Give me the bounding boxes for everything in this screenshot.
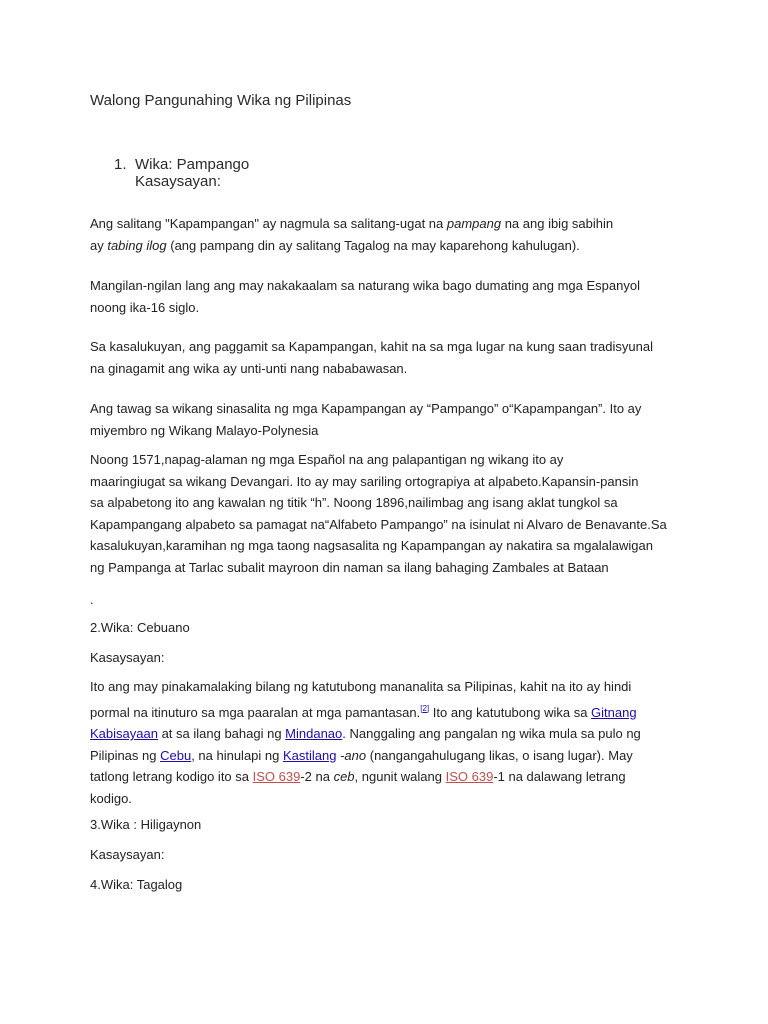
paragraph-current-usage [90,336,690,379]
wika-label: Wika: Pampango [135,156,250,173]
iso-639-2-link[interactable]: ISO 639 [252,769,301,785]
iso-639-1-link[interactable]: ISO 639 [445,769,494,785]
heading-hiligaynon: 3.Wika : Hiligaynon [90,817,202,832]
italic-term: pampang [446,216,502,231]
text-line: kodigo. [90,790,132,806]
text-line: Noong 1571,napag-alaman ng mga Español na ang palapantigan ng wikang ito ay [90,452,564,467]
paragraph-cebuano [90,676,690,810]
text-line: Ang tawag sa wikang sinasalita ng mga Kapampangan ay “Pampango” o“Kapampangan”. Ito ay [90,401,642,416]
text-run: Ito ang katutubong wika sa [429,704,592,720]
text-run: ay [90,237,108,253]
kastilang-link[interactable]: Kastilang [282,747,337,763]
italic-term: ceb [333,769,355,785]
text-line: maaringiugat sa wikang Devangari. Ito ay may sariling ortograpiya at alpabeto.Kapansin-pansin [90,473,639,489]
text-line: ng Pampanga at Tarlac subalit mayroon din naman sa ilang bahaging Zambales at Bataan [90,559,609,575]
paragraph-language-name [90,398,690,441]
separator-dot: . [90,592,94,607]
text-run: pormal na itinuturo sa mga paaralan at mga pamantasan. [90,704,421,720]
text-run: , ngunit walang [354,769,446,785]
document-title: Walong Pangunahing Wika ng Pilipinas [90,92,352,109]
text-line: Kapampangang alpabeto sa pamagat na“Alfabeto Pampango” na isinulat ni Alvaro de Benavante.Sa [90,516,667,532]
text-line: na ginagamit ang wika ay unti-unti nang nababawasan. [90,360,408,376]
paragraph-kapampangan-origin [90,213,690,256]
text-run: , na hinulapi ng [191,747,283,763]
heading-cebuano: 2.Wika: Cebuano [90,620,190,635]
footnote-ref-link[interactable]: [2] [420,703,430,713]
text-run: . Nanggaling ang pangalan ng wika mula sa pulo ng [342,726,641,742]
italic-term: tabing ilog [107,237,167,253]
text-run: (nangangahulugang likas, o isang lugar). May [366,747,633,763]
kasaysayan-label-cebuano: Kasaysayan: [90,650,165,665]
text-line: noong ika-16 siglo. [90,299,200,315]
kabisayaan-link[interactable]: Kabisayaan [90,726,158,742]
paragraph-alphabet [90,449,690,579]
text-run: (ang pampang din ay salitang Tagalog na may kaparehong kahulugan). [166,237,580,253]
kasaysayan-label: Kasaysayan: [135,173,221,190]
text-run: -1 na dalawang letrang [493,769,626,785]
list-item-pampango [114,156,249,190]
text-line: sa alpabetong ito ang kawalan ng titik “h”. Noong 1896,nailimbag ang isang aklat tungkol sa [90,495,618,511]
text-run: Ang salitang "Kapampangan" ay nagmula sa salitang-ugat na [90,216,447,231]
text-run: na ang ibig sabihin [501,216,614,231]
text-line: kasalukuyan,karamihan ng mga taong nagsasalita ng Kapampangan ay nakatira sa mgalalawigan [90,538,653,554]
text-run: tatlong letrang kodigo ito sa [90,769,253,785]
heading-tagalog: 4.Wika: Tagalog [90,877,183,892]
text-run: Pilipinas ng [90,747,161,763]
list-number: 1. [114,156,127,173]
text-run: at sa ilang bahagi ng [157,726,286,742]
gitnang-kabisayaan-link[interactable]: Gitnang [591,704,637,720]
cebu-link[interactable]: Cebu [160,747,192,763]
text-line: Mangilan-ngilan lang ang may nakakaalam sa naturang wika bago dumating ang mga Espanyol [90,278,640,293]
text-line: Ito ang may pinakamalaking bilang ng katutubong mananalita sa Pilipinas, kahit na ito ay hindi [90,679,632,694]
text-line: Sa kasalukuyan, ang paggamit sa Kapampangan, kahit na sa mga lugar na kung saan tradisyunal [90,339,653,354]
italic-term: -ano [340,747,367,763]
mindanao-link[interactable]: Mindanao [285,726,343,742]
text-run: -2 na [300,769,334,785]
text-line: miyembro ng Wikang Malayo-Polynesia [90,422,319,438]
kasaysayan-label-hiligaynon: Kasaysayan: [90,847,165,862]
paragraph-history [90,275,690,318]
